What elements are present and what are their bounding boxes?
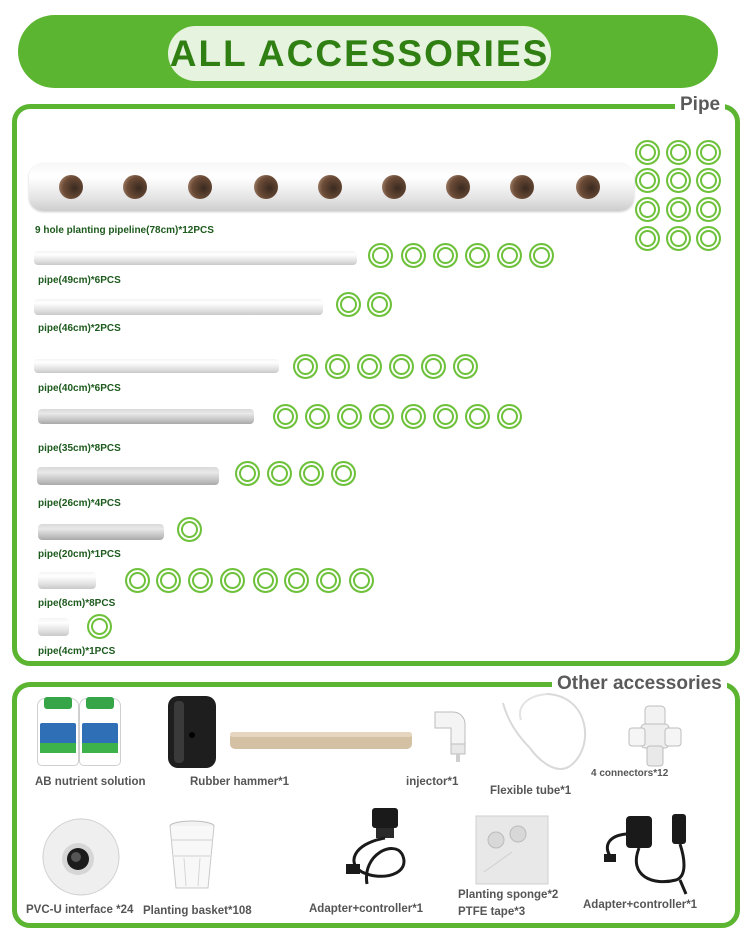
pipe-end-ring xyxy=(253,568,278,593)
pvc-interface-image xyxy=(40,815,122,897)
pipe-end-ring xyxy=(465,404,490,429)
pipe-end-ring xyxy=(331,461,356,486)
pipe-end-ring xyxy=(389,354,414,379)
page-title: ALL ACCESSORIES xyxy=(169,33,550,74)
pipe-label: pipe(49cm)*6PCS xyxy=(38,275,121,286)
planting-sponge-image xyxy=(472,812,552,888)
connectors-label: 4 connectors*12 xyxy=(591,768,669,779)
pipe-8cm-image xyxy=(38,572,96,589)
pipe-end-ring xyxy=(349,568,374,593)
planting-hole xyxy=(188,175,212,199)
flexible-tube-image xyxy=(495,688,600,778)
pipe-end-ring xyxy=(666,168,691,193)
pipe-section-title: Pipe xyxy=(675,94,725,116)
flexible-tube-label: Flexible tube*1 xyxy=(490,785,572,797)
pipe-end-ring xyxy=(666,140,691,165)
adapter-controller-label: Adapter+controller*1 xyxy=(583,899,698,911)
rubber-hammer-label: Rubber hammer*1 xyxy=(190,776,290,788)
pipe-end-ring xyxy=(635,168,660,193)
pipe-end-ring xyxy=(367,292,392,317)
pipe-end-ring xyxy=(401,404,426,429)
ptfe-tape-label: PTFE tape*3 xyxy=(458,906,526,918)
pipe-20cm-image xyxy=(38,524,164,540)
pipe-label: pipe(26cm)*4PCS xyxy=(38,498,121,509)
planting-hole xyxy=(254,175,278,199)
pipe-40cm-image xyxy=(34,359,279,373)
pipe-end-ring xyxy=(325,354,350,379)
pipe-end-ring xyxy=(696,168,721,193)
pipe-end-ring xyxy=(357,354,382,379)
pipe-label: pipe(20cm)*1PCS xyxy=(38,549,121,560)
pipe-end-ring xyxy=(696,197,721,222)
pipe-49cm-image xyxy=(34,251,357,265)
pipe-end-ring xyxy=(635,226,660,251)
pipe-end-ring xyxy=(337,404,362,429)
pipe-end-ring xyxy=(293,354,318,379)
planting-hole xyxy=(123,175,147,199)
planting-sponge-label: Planting sponge*2 xyxy=(458,889,559,901)
pipe-end-ring xyxy=(273,404,298,429)
nutrient-bottle-b-image xyxy=(79,698,121,766)
pipe-end-ring xyxy=(305,404,330,429)
four-way-connector-image xyxy=(625,700,685,772)
other-accessories-title: Other accessories xyxy=(552,673,727,695)
pipe-label: pipe(35cm)*8PCS xyxy=(38,443,121,454)
pipe-end-ring xyxy=(299,461,324,486)
pvc-interface-label: PVC-U interface *24 xyxy=(26,904,134,916)
pipe-end-ring xyxy=(696,226,721,251)
pipe-end-ring xyxy=(453,354,478,379)
pipe-end-ring xyxy=(401,243,426,268)
planting-hole xyxy=(59,175,83,199)
adapter-controller-image xyxy=(342,804,422,894)
pipe-end-ring xyxy=(635,140,660,165)
injector-label: injector*1 xyxy=(406,776,459,788)
pipe-label: 9 hole planting pipeline(78cm)*12PCS xyxy=(35,225,214,236)
pipe-label: pipe(4cm)*1PCS xyxy=(38,646,116,657)
planting-hole xyxy=(576,175,600,199)
pipe-end-ring xyxy=(666,197,691,222)
planting-basket-label: Planting basket*108 xyxy=(143,905,252,917)
pipe-end-ring xyxy=(188,568,213,593)
pipe-end-ring xyxy=(235,461,260,486)
pipe-4cm-image xyxy=(38,618,69,636)
pipe-end-ring xyxy=(177,517,202,542)
pipe-end-ring xyxy=(497,404,522,429)
pipe-label: pipe(40cm)*6PCS xyxy=(38,383,121,394)
planting-hole xyxy=(446,175,470,199)
pipe-end-ring xyxy=(369,404,394,429)
nutrient-bottle-a-image xyxy=(37,698,79,766)
pipe-label: pipe(46cm)*2PCS xyxy=(38,323,121,334)
pipe-end-ring xyxy=(696,140,721,165)
planting-hole xyxy=(318,175,342,199)
pipe-end-ring xyxy=(316,568,341,593)
pipe-end-ring xyxy=(220,568,245,593)
planting-hole xyxy=(382,175,406,199)
pipe-end-ring xyxy=(465,243,490,268)
pipe-label: pipe(8cm)*8PCS xyxy=(38,598,116,609)
pipe-end-ring xyxy=(497,243,522,268)
pipe-35cm-image xyxy=(38,409,254,424)
pipe-end-ring xyxy=(87,614,112,639)
pipe-26cm-image xyxy=(37,467,219,485)
pipe-end-ring xyxy=(433,404,458,429)
pipe-end-ring xyxy=(267,461,292,486)
planting-basket-image xyxy=(164,818,220,896)
adapter-controller-label: Adapter+controller*1 xyxy=(309,903,424,915)
pipe-end-ring xyxy=(284,568,309,593)
pipe-end-ring xyxy=(529,243,554,268)
planting-hole xyxy=(510,175,534,199)
pipe-end-ring xyxy=(156,568,181,593)
pipe-46cm-image xyxy=(34,299,323,315)
pipe-end-ring xyxy=(336,292,361,317)
rubber-hammer-image xyxy=(160,693,420,773)
pipe-end-ring xyxy=(635,197,660,222)
pipe-end-ring xyxy=(368,243,393,268)
adapter-controller-image xyxy=(598,806,698,898)
pipe-end-ring xyxy=(421,354,446,379)
pipe-end-ring xyxy=(433,243,458,268)
ab-nutrient-label: AB nutrient solution xyxy=(35,776,146,788)
pipe-end-ring xyxy=(666,226,691,251)
pipe-end-ring xyxy=(125,568,150,593)
injector-image xyxy=(425,706,470,766)
